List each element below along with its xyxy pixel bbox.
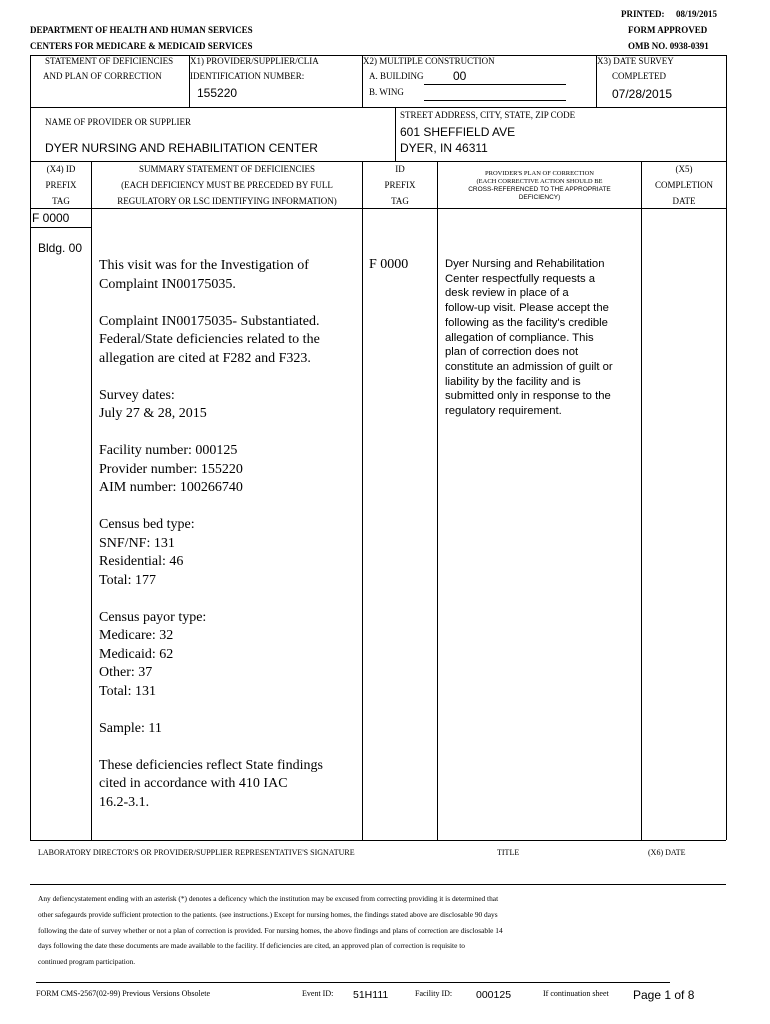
building-label: A. BUILDING [369, 71, 424, 81]
disclaimer-line4: days following the date these documents are made available to the facility. If deficiencies are cited, an approved plan of correction is requisite to [38, 941, 465, 950]
disclaimer-line5: continued program participation. [38, 957, 136, 966]
tag-left: F 0000 [32, 211, 70, 225]
completed-label: COMPLETED [612, 71, 666, 81]
statement-label: STATEMENT OF DEFICIENCIES [45, 56, 174, 66]
id-header-l2: PREFIX [384, 180, 416, 190]
identification-number-label: IDENTIFICATION NUMBER: [190, 71, 305, 81]
date-label: (X6) DATE [648, 848, 686, 857]
tag-right: F 0000 [369, 257, 409, 272]
facility-id-value: 000125 [476, 989, 512, 1001]
provider-clia-label: X1) PROVIDER/SUPPLIER/CLIA [190, 56, 319, 66]
agency-line1: DEPARTMENT OF HEALTH AND HUMAN SERVICES [30, 25, 253, 35]
summary-header-l3: REGULATORY OR LSC IDENTIFYING INFORMATION) [117, 196, 337, 206]
facility-id-label: Facility ID: [415, 989, 453, 998]
x4-header-l3: TAG [52, 196, 70, 206]
id-header-l1: ID [395, 164, 405, 174]
address-label: STREET ADDRESS, CITY, STATE, ZIP CODE [400, 110, 576, 120]
agency-line2: CENTERS FOR MEDICARE & MEDICAID SERVICES [30, 41, 253, 51]
disclaimer-line2: other safegaurds provide sufficient protection to the patients. (see instructions.) Except for nursing homes, the findings stated above are disclosable 90 days [38, 910, 498, 919]
building-tag: Bldg. 00 [38, 241, 83, 255]
event-id-label: Event ID: [302, 989, 334, 998]
form-number: FORM CMS-2567(02-99) Previous Versions Obsolete [36, 989, 211, 998]
summary-statement: This visit was for the Investigation of Complaint IN00175035. Complaint IN00175035- Substantiated. Federal/State deficiencies related to the allegation are cited at F282 and F323. Survey dates: July 27 & 28, 2015 Facility number: 000125 Provider number: 155220 AIM number: 100266740 Census bed type: SNF/NF: 131 Residential: 46 Total: 177 Census payor type: Medicare: 32 Medicaid: 62 Other: 37 Total: 131 Sample: 11 These deficiencies reflect State findings cited in accordance with 410 IAC 16.2-3.1. [99, 258, 323, 810]
date-survey-label: X3) DATE SURVEY [597, 56, 674, 66]
page-number: Page 1 of 8 [633, 988, 695, 1002]
address-street: 601 SHEFFIELD AVE [400, 125, 516, 139]
summary-header-l2: (EACH DEFICIENCY MUST BE PRECEDED BY FULL [121, 180, 333, 190]
form-approved: FORM APPROVED [628, 25, 708, 35]
address-city: DYER, IN 46311 [400, 141, 488, 155]
printed-label: PRINTED: [621, 9, 665, 19]
provider-name-label: NAME OF PROVIDER OR SUPPLIER [45, 117, 192, 127]
plan-header-l2: (EACH CORRECTIVE ACTION SHOULD BE [476, 178, 603, 185]
building-value: 00 [453, 69, 467, 83]
multiple-construction-label: X2) MULTIPLE CONSTRUCTION [363, 56, 495, 66]
wing-label: B. WING [369, 87, 404, 97]
identification-number-value: 155220 [197, 86, 238, 100]
plan-header-l1: PROVIDER'S PLAN OF CORRECTION [485, 170, 594, 177]
signature-label: LABORATORY DIRECTOR'S OR PROVIDER/SUPPLIER REPRESENTATIVE'S SIGNATURE [38, 848, 355, 857]
plan-of-correction-label: AND PLAN OF CORRECTION [43, 71, 162, 81]
x5-header-l3: DATE [672, 196, 696, 206]
x5-header-l2: COMPLETION [655, 180, 713, 190]
plan-header-l4: DEFICIENCY) [518, 194, 561, 201]
title-label: TITLE [497, 848, 520, 857]
id-header-l3: TAG [391, 196, 409, 206]
date-survey-value: 07/28/2015 [612, 87, 673, 101]
x4-header-l2: PREFIX [45, 180, 77, 190]
provider-name-value: DYER NURSING AND REHABILITATION CENTER [45, 141, 318, 155]
x5-header-l1: (X5) [675, 164, 693, 174]
omb-number: OMB NO. 0938-0391 [628, 41, 709, 51]
event-id-value: 51H111 [353, 989, 389, 1001]
summary-header-l1: SUMMARY STATEMENT OF DEFICIENCIES [138, 164, 316, 174]
disclaimer-line3: following the date of survey whether or not a plan of correction is provided. For nursing homes, the above findings and plans of correction are disclosable 14 [38, 926, 503, 935]
plan-of-correction-text: Dyer Nursing and Rehabilitation Center respectfully requests a desk review in place of a follow-up visit. Please accept the following as the facility's credible allegation of compliance. This plan of correction does not constitute an admission of guilt or liability by the facility and is submitted only in response to the regulatory requirement. [445, 258, 613, 418]
continuation-label: If continuation sheet [543, 989, 609, 998]
printed-date: 08/19/2015 [676, 9, 718, 19]
plan-header-l3: CROSS-REFERENCED TO THE APPROPRIATE [468, 186, 611, 193]
x4-header-l1: (X4) ID [46, 164, 76, 174]
disclaimer-line1: Any defiencystatement ending with an asterisk (*) denotes a deficency which the institution may be excused from correcting providing it is determined that [38, 894, 499, 903]
